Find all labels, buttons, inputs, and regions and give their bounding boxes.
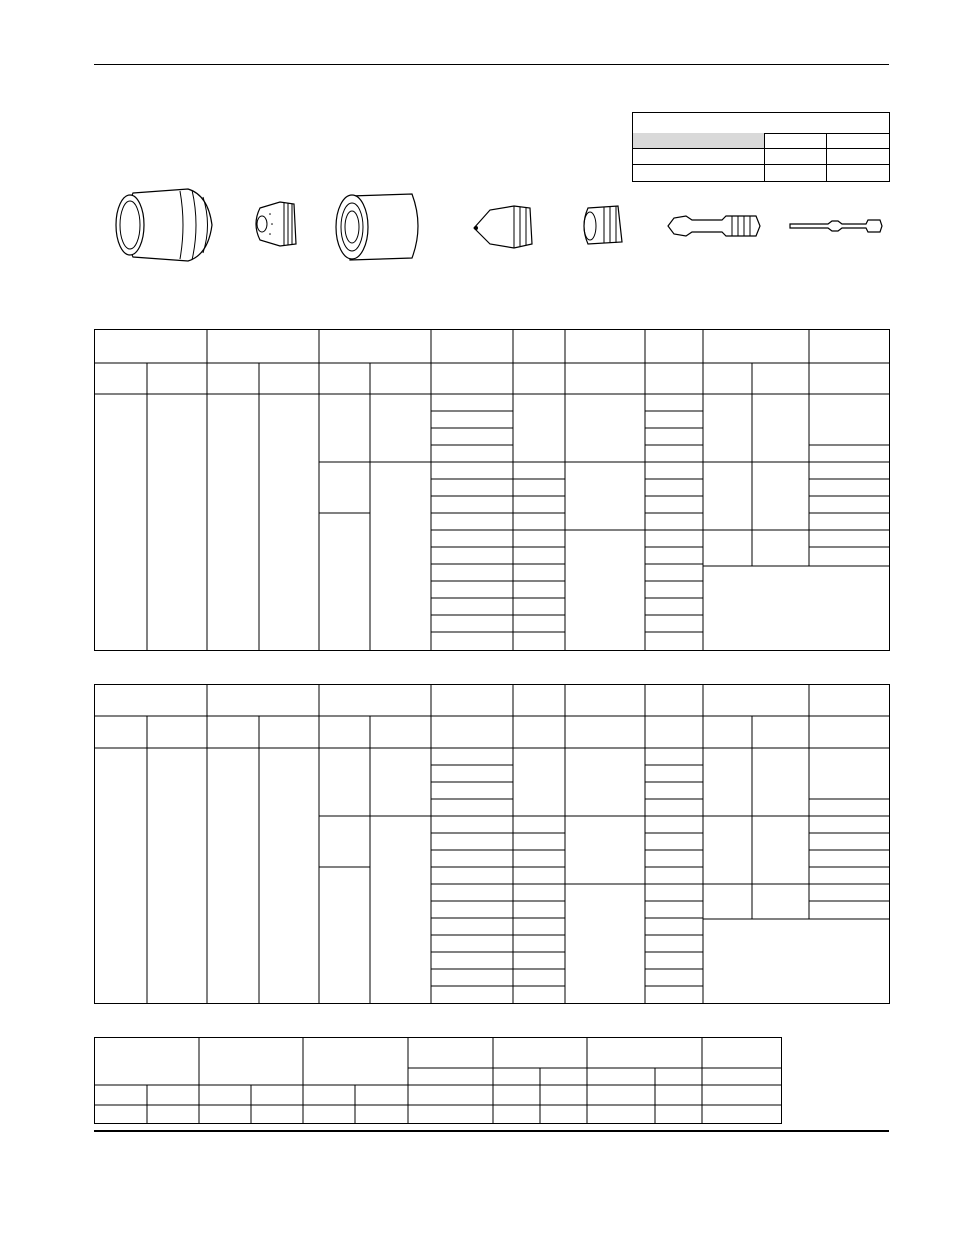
shield-drawing [108, 185, 220, 265]
header-rule [94, 64, 889, 65]
electrode-drawing [666, 208, 762, 244]
retaining-cap-drawing [328, 190, 428, 262]
water-tube-drawing [788, 216, 884, 236]
consumables-table-2 [94, 684, 890, 1004]
footer-rule [94, 1130, 889, 1132]
table-1-lines [95, 330, 889, 650]
swirl-ring-drawing [578, 202, 626, 248]
nozzle-drawing [470, 198, 536, 252]
consumables-drawings [100, 180, 890, 275]
consumables-table-1 [94, 329, 890, 651]
nozzle-retaining-cap-drawing [250, 198, 300, 250]
consumables-table-3 [94, 1037, 782, 1124]
table-3-lines [95, 1038, 781, 1123]
table-2-lines [95, 685, 889, 1003]
top-right-table [632, 112, 890, 182]
